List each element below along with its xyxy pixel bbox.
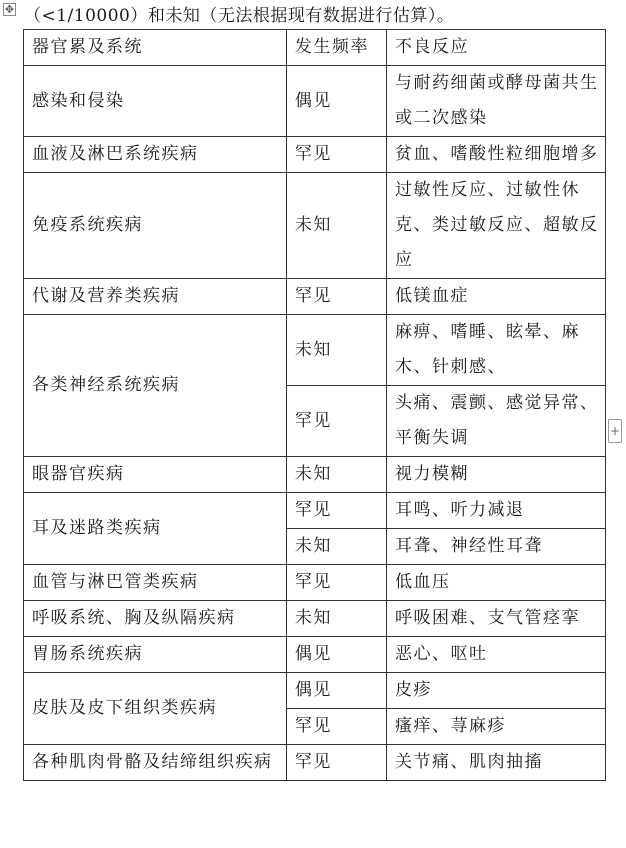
reaction-cell: 头痛、震颤、感觉异常、平衡失调	[386, 386, 605, 457]
frequency-cell: 偶见	[286, 66, 386, 137]
plus-icon[interactable]: +	[608, 419, 622, 443]
frequency-cell: 罕见	[286, 709, 386, 745]
table-row	[24, 315, 606, 386]
frequency-cell: 罕见	[286, 279, 386, 315]
frequency-cell: 未知	[286, 173, 386, 279]
system-cell: 血液及淋巴系统疾病	[24, 137, 287, 173]
system-cell: 各种肌肉骨骼及结缔组织疾病	[24, 745, 287, 781]
reaction-cell: 视力模糊	[386, 457, 605, 493]
table-row	[24, 565, 606, 601]
frequency-cell: 罕见	[286, 493, 386, 529]
system-cell: 代谢及营养类疾病	[24, 279, 287, 315]
reaction-cell: 皮疹	[386, 673, 605, 709]
system-cell: 感染和侵染	[24, 66, 287, 137]
table-header-row	[24, 30, 606, 66]
system-cell: 免疫系统疾病	[24, 173, 287, 279]
table-row	[24, 637, 606, 673]
frequency-cell: 未知	[286, 529, 386, 565]
reaction-cell: 瘙痒、荨麻疹	[386, 709, 605, 745]
table-row	[24, 673, 606, 709]
system-cell: 耳及迷路类疾病	[24, 493, 287, 565]
frequency-cell: 罕见	[286, 565, 386, 601]
reaction-cell: 过敏性反应、过敏性休克、类过敏反应、超敏反应	[386, 173, 605, 279]
reaction-cell: 恶心、呕吐	[386, 637, 605, 673]
reaction-cell: 贫血、嗜酸性粒细胞增多	[386, 137, 605, 173]
table-row	[24, 279, 606, 315]
reaction-cell: 关节痛、肌肉抽搐	[386, 745, 605, 781]
reaction-cell: 耳聋、神经性耳聋	[386, 529, 605, 565]
table-row	[24, 173, 606, 279]
frequency-cell: 未知	[286, 601, 386, 637]
system-cell: 眼器官疾病	[24, 457, 287, 493]
reaction-cell: 呼吸困难、支气管痉挛	[386, 601, 605, 637]
frequency-cell: 罕见	[286, 386, 386, 457]
system-cell: 呼吸系统、胸及纵隔疾病	[24, 601, 287, 637]
adverse-reactions-table	[23, 29, 606, 781]
system-cell: 皮肤及皮下组织类疾病	[24, 673, 287, 745]
system-cell: 胃肠系统疾病	[24, 637, 287, 673]
header-system: 器官累及系统	[24, 30, 287, 66]
table-row	[24, 457, 606, 493]
intro-text: （<1/10000）和未知（无法根据现有数据进行估算）。	[24, 6, 455, 26]
frequency-cell: 偶见	[286, 673, 386, 709]
reaction-cell: 与耐药细菌或酵母菌共生或二次感染	[386, 66, 605, 137]
reaction-cell: 低镁血症	[386, 279, 605, 315]
frequency-cell: 未知	[286, 457, 386, 493]
table-row	[24, 601, 606, 637]
table-row	[24, 493, 606, 529]
frequency-cell: 罕见	[286, 745, 386, 781]
reaction-cell: 耳鸣、听力减退	[386, 493, 605, 529]
table-row	[24, 745, 606, 781]
reaction-cell: 麻痹、嗜睡、眩晕、麻木、针刺感、	[386, 315, 605, 386]
system-cell: 各类神经系统疾病	[24, 315, 287, 457]
table-row	[24, 137, 606, 173]
system-cell: 血管与淋巴管类疾病	[24, 565, 287, 601]
frequency-cell: 偶见	[286, 637, 386, 673]
table-row	[24, 66, 606, 137]
frequency-cell: 罕见	[286, 137, 386, 173]
header-reaction: 不良反应	[386, 30, 605, 66]
frequency-cell: 未知	[286, 315, 386, 386]
reaction-cell: 低血压	[386, 565, 605, 601]
move-icon[interactable]: ✥	[4, 3, 15, 16]
header-frequency: 发生频率	[286, 30, 386, 66]
